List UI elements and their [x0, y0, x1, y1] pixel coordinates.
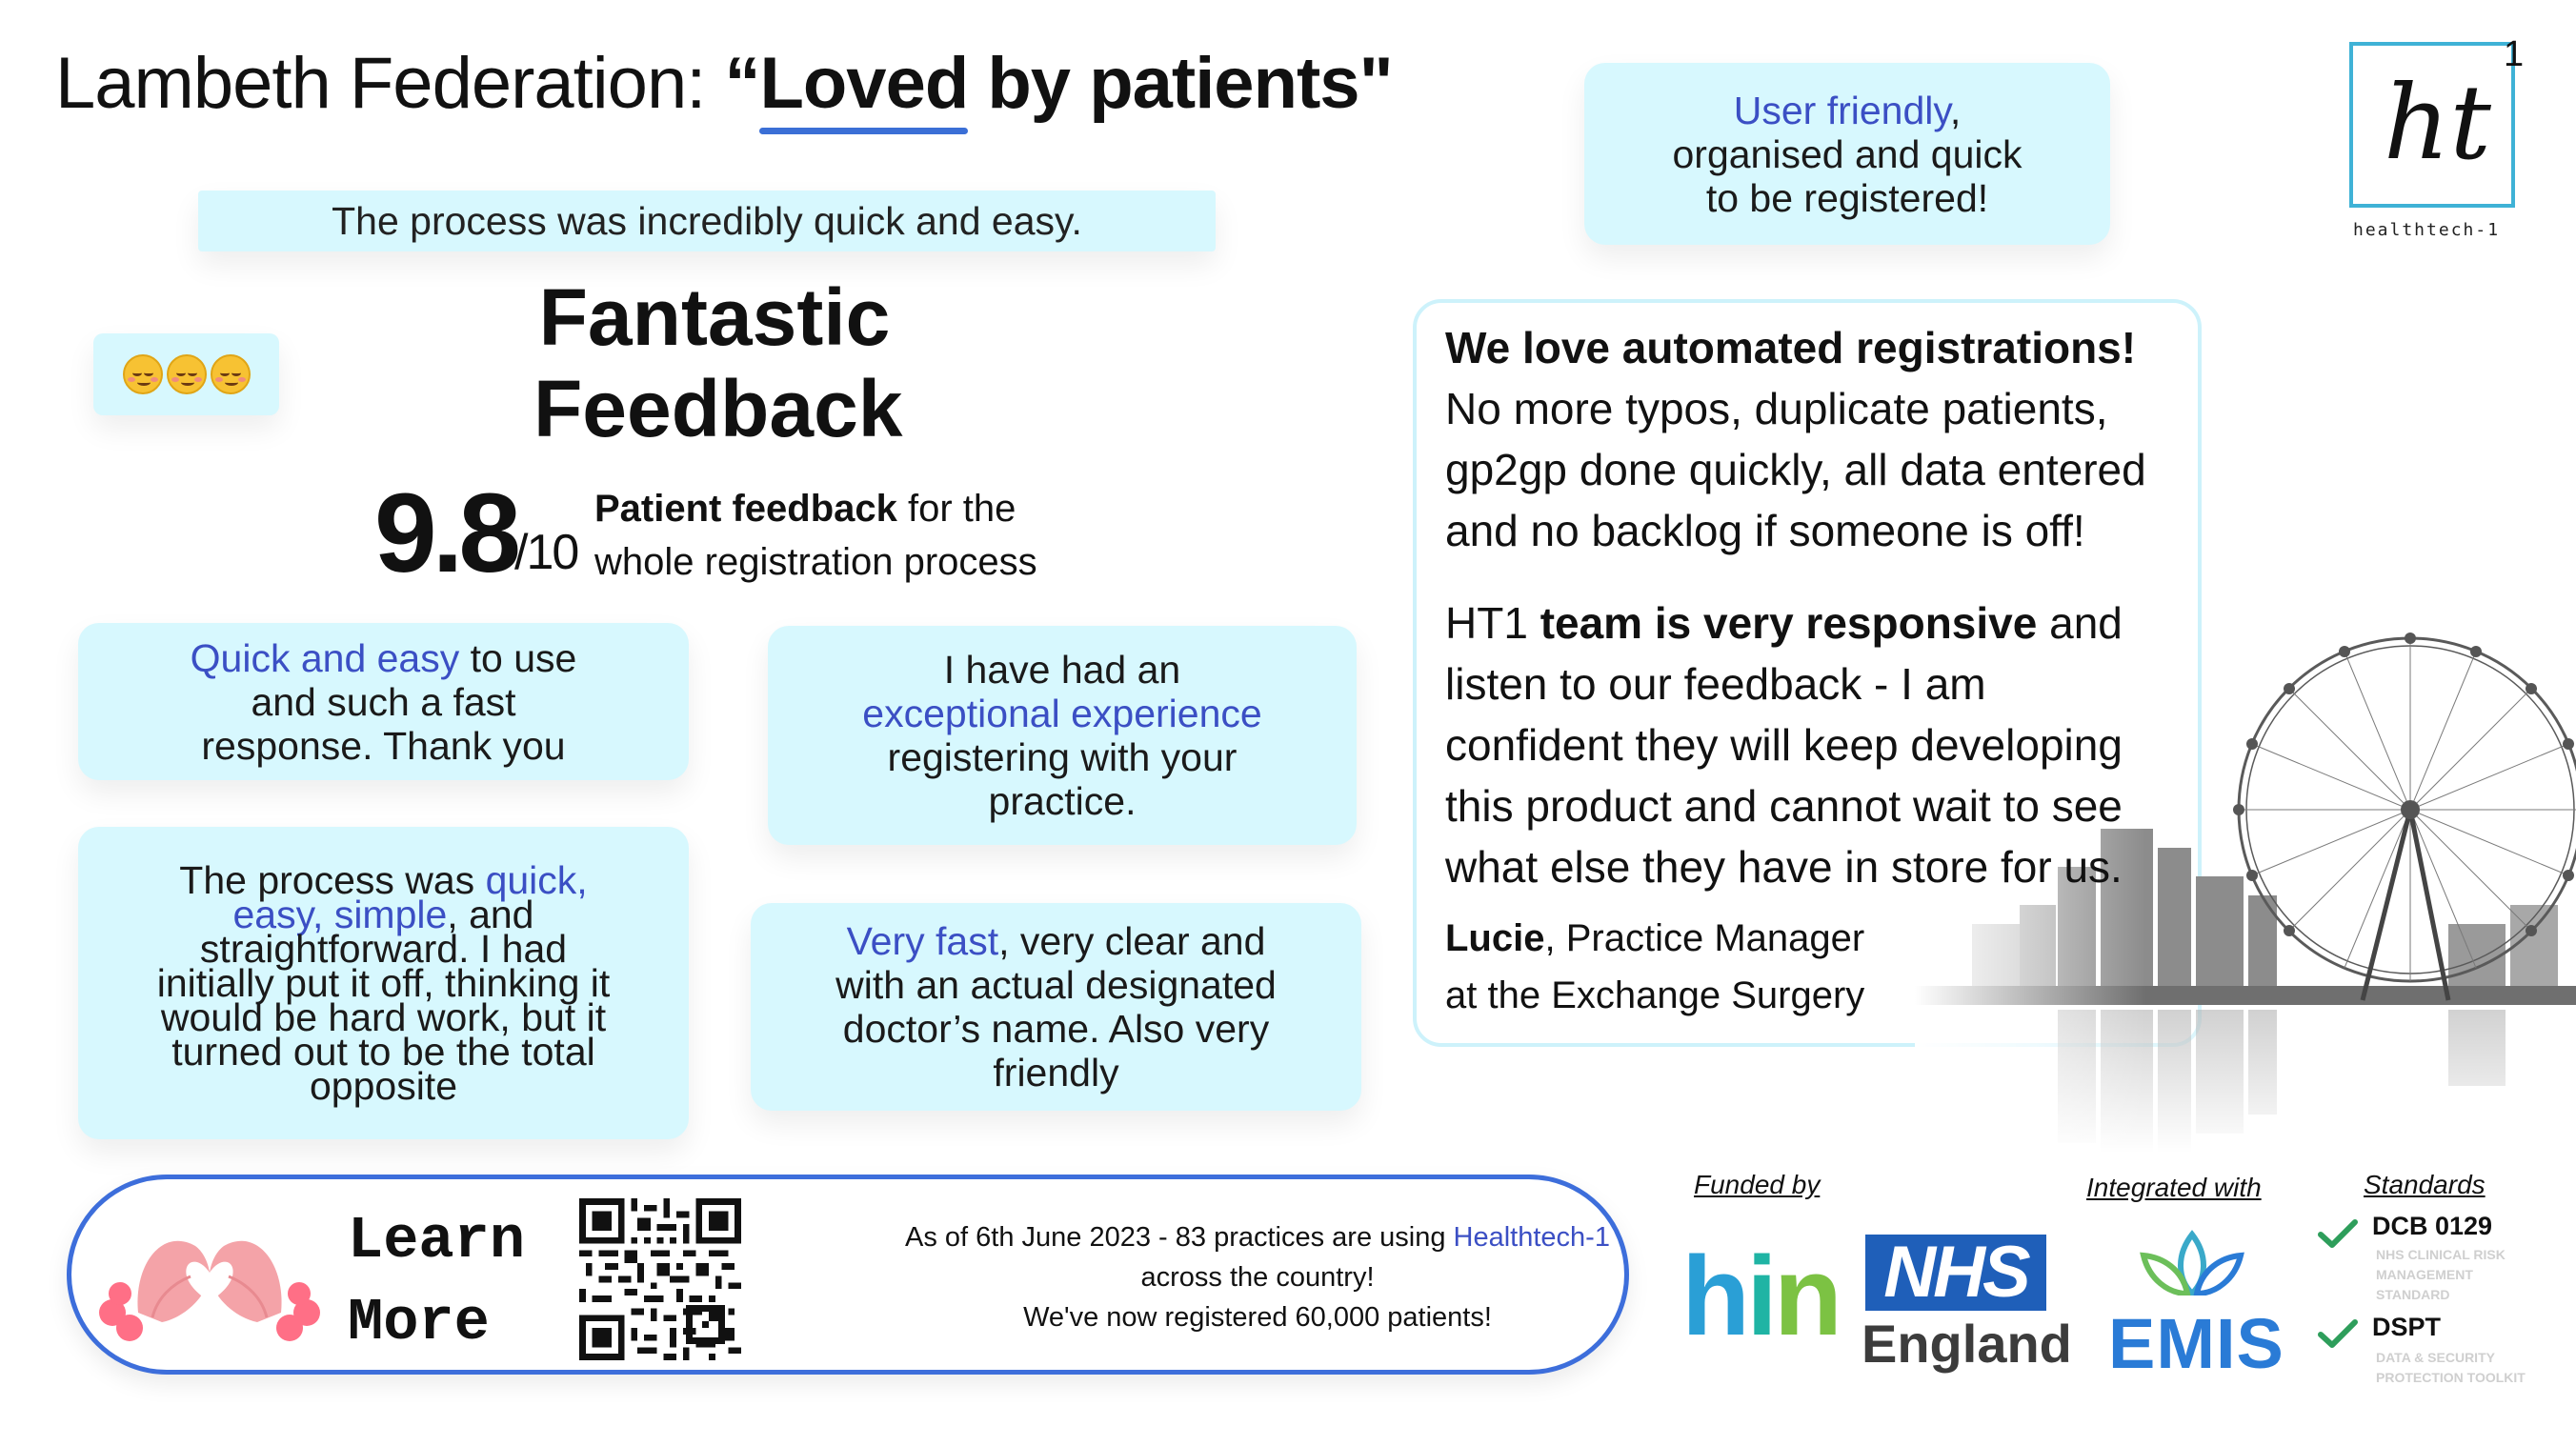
testimonial-card: I have had an exceptional experience registering with your practice.: [768, 626, 1357, 845]
title-underline: [759, 128, 968, 134]
score-denominator: /10: [514, 525, 578, 580]
nhs-logo: NHS: [1865, 1235, 2046, 1311]
score-value: 9.8: [374, 471, 517, 596]
smiling-face-icon: [167, 354, 207, 394]
testimonial-card: User friendly, organised and quick to be registered!: [1584, 63, 2110, 245]
logo-mark: ht: [2384, 64, 2491, 183]
smiling-face-icon: [211, 354, 251, 394]
emis-leaf-icon: [2140, 1227, 2244, 1295]
testimonial-card: The process was quick, easy, simple, and straightforward. I had initially put it off, thinking it would be hard work, but it turned out to be the total opposite: [78, 827, 689, 1139]
manager-quote-text: We love automated registrations! No more typos, duplicate patients, gp2gp done quickly, all data entered and no backlog if someone is off! HT1 team is very responsive and listen to our feedback - I am confident they will keep developing this product and cannot wait to see what else they have in store for us.: [1445, 323, 2146, 892]
logo-superscript: 1: [2504, 34, 2525, 74]
standards-label: Standards: [2364, 1170, 2485, 1199]
quote-author: Lucie, Practice Manager at the Exchange Surgery: [1445, 917, 1865, 1016]
funded-by-label: Funded by: [1694, 1170, 1821, 1199]
usage-stats: As of 6th June 2023 - 83 practices are using Healthtech-1 across the country! We've now registered 60,000 patients!: [905, 1222, 1610, 1333]
check-icon: [2317, 1317, 2359, 1350]
score-caption: Patient feedback for the whole registration process: [594, 488, 1037, 583]
integrated-with-label: Integrated with: [2086, 1173, 2262, 1202]
qr-code-icon[interactable]: [579, 1198, 741, 1360]
hin-logo: hin: [1681, 1234, 1839, 1359]
heart-hands-icon: [95, 1208, 324, 1351]
smiling-face-icon: [123, 354, 163, 394]
testimonial-card: Very fast, very clear and with an actual designated doctor’s name. Also very friendly: [751, 903, 1361, 1111]
standard-dspt: DSPT: [2372, 1313, 2442, 1341]
standard-dspt-desc: DATA & SECURITY PROTECTION TOOLKIT: [2376, 1350, 2526, 1385]
section-heading: Fantastic Feedback: [533, 272, 903, 453]
process-quote-banner: The process was incredibly quick and easy.: [198, 191, 1216, 251]
learn-more-label[interactable]: Learn More: [348, 1207, 526, 1356]
emis-logo: EMIS: [2108, 1304, 2284, 1383]
standard-dcb0129: DCB 0129: [2372, 1212, 2493, 1240]
emoji-box: [93, 333, 279, 415]
standard-dcb0129-desc: NHS CLINICAL RISK MANAGEMENT STANDARD: [2376, 1247, 2506, 1302]
nhs-england-label: England: [1862, 1314, 2072, 1374]
testimonial-card: Quick and easy to use and such a fast response. Thank you: [78, 623, 689, 780]
check-icon: [2317, 1217, 2359, 1250]
logo-wordmark: healthtech-1: [2353, 220, 2501, 240]
page-title: Lambeth Federation: “Loved by patients": [55, 42, 1393, 125]
